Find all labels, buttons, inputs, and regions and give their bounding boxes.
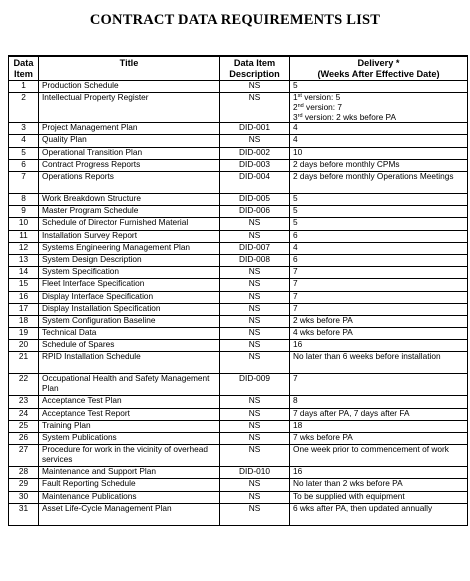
data-item-title: Maintenance and Support Plan — [39, 467, 220, 479]
table-row — [9, 279, 468, 291]
version-number: 3 — [293, 111, 298, 122]
data-item-delivery: 7 — [290, 303, 468, 315]
data-item-description: NS — [220, 279, 290, 291]
data-item-number: 8 — [9, 194, 39, 206]
version-number: 1 — [293, 92, 298, 103]
version-delivery-text: version: 2 wks before PA — [302, 111, 396, 122]
data-item-description: DID-005 — [220, 194, 290, 206]
table-row — [9, 147, 468, 159]
data-item-number: 4 — [9, 135, 39, 147]
table-row — [9, 408, 468, 420]
data-item-title: RPID Installation Schedule — [39, 352, 220, 374]
data-item-delivery: 8 — [290, 396, 468, 408]
data-item-description: NS — [220, 328, 290, 340]
data-item-description: NS — [220, 340, 290, 352]
data-item-description: NS — [220, 135, 290, 147]
table-body — [9, 81, 468, 526]
data-item-delivery: 5 — [290, 194, 468, 206]
table-row — [9, 445, 468, 467]
header-data-item-line1: Data — [13, 58, 34, 68]
data-item-description: DID-007 — [220, 242, 290, 254]
header-delivery-line2: (Weeks After Effective Date) — [317, 68, 440, 79]
data-item-title: Operations Reports — [39, 172, 220, 194]
data-item-description: DID-006 — [220, 206, 290, 218]
table-row — [9, 93, 468, 123]
table-row — [9, 328, 468, 340]
table-row — [9, 291, 468, 303]
data-item-description: NS — [220, 396, 290, 408]
data-item-title: Contract Progress Reports — [39, 159, 220, 171]
document-title: CONTRACT DATA REQUIREMENTS LIST — [89, 12, 381, 28]
header-title — [39, 56, 220, 81]
data-item-delivery: To be supplied with equipment — [290, 491, 468, 503]
data-item-delivery: No later than 6 weeks before installation — [290, 352, 468, 374]
version-ordinal-suffix: st — [297, 93, 302, 100]
data-item-delivery: 7 — [290, 267, 468, 279]
table-row — [9, 81, 468, 93]
data-item-number: 12 — [9, 242, 39, 254]
data-item-number: 14 — [9, 267, 39, 279]
data-item-title: Occupational Health and Safety Management Plan — [39, 374, 220, 396]
data-item-description: NS — [220, 93, 290, 123]
header-description-line2: Description — [229, 68, 280, 79]
data-item-number: 26 — [9, 433, 39, 445]
data-item-description: NS — [220, 81, 290, 93]
data-item-delivery: 6 — [290, 230, 468, 242]
data-item-delivery — [290, 93, 468, 123]
data-item-description: DID-001 — [220, 123, 290, 135]
data-item-title: Asset Life-Cycle Management Plan — [39, 503, 220, 525]
data-item-delivery: 5 — [290, 206, 468, 218]
table-row — [9, 503, 468, 525]
data-item-delivery: 4 — [290, 135, 468, 147]
data-item-delivery: 16 — [290, 467, 468, 479]
data-item-number: 15 — [9, 279, 39, 291]
data-item-title: System Publications — [39, 433, 220, 445]
data-item-delivery: 5 — [290, 218, 468, 230]
data-item-title: Acceptance Test Report — [39, 408, 220, 420]
data-item-number: 29 — [9, 479, 39, 491]
delivery-version-line — [293, 113, 464, 123]
data-item-delivery: 10 — [290, 147, 468, 159]
data-item-number: 31 — [9, 503, 39, 525]
version-delivery-text: version: 7 — [303, 101, 343, 112]
version-ordinal-suffix: rd — [297, 112, 303, 119]
data-item-description: DID-003 — [220, 159, 290, 171]
table-row — [9, 267, 468, 279]
data-item-number: 6 — [9, 159, 39, 171]
data-item-delivery: 7 — [290, 291, 468, 303]
data-item-description: NS — [220, 433, 290, 445]
data-item-description: NS — [220, 408, 290, 420]
data-item-number: 19 — [9, 328, 39, 340]
table-row — [9, 303, 468, 315]
version-delivery-text: version: 5 — [301, 92, 341, 103]
data-item-delivery: No later than 2 wks before PA — [290, 479, 468, 491]
table-header-row — [9, 56, 468, 81]
header-delivery-line1: Delivery * — [357, 58, 400, 68]
data-item-number: 17 — [9, 303, 39, 315]
table-row — [9, 352, 468, 374]
table-row — [9, 374, 468, 396]
data-item-description: NS — [220, 352, 290, 374]
data-item-delivery: 6 — [290, 254, 468, 266]
data-item-title: Maintenance Publications — [39, 491, 220, 503]
data-item-description: NS — [220, 230, 290, 242]
data-item-title: Project Management Plan — [39, 123, 220, 135]
header-data-item — [9, 56, 39, 81]
data-item-title: Operational Transition Plan — [39, 147, 220, 159]
data-item-description: NS — [220, 479, 290, 491]
data-item-description: NS — [220, 218, 290, 230]
header-description-line1: Data Item — [233, 58, 276, 68]
data-item-number: 7 — [9, 172, 39, 194]
table-row — [9, 433, 468, 445]
data-item-title: Technical Data — [39, 328, 220, 340]
data-item-title: System Design Description — [39, 254, 220, 266]
data-item-delivery: 4 — [290, 242, 468, 254]
data-item-delivery: 4 — [290, 123, 468, 135]
data-item-title: Fault Reporting Schedule — [39, 479, 220, 491]
data-item-description: NS — [220, 303, 290, 315]
data-item-number: 1 — [9, 81, 39, 93]
data-item-delivery: 7 days after PA, 7 days after FA — [290, 408, 468, 420]
header-data-item-line2: Item — [14, 68, 33, 79]
data-item-description: NS — [220, 420, 290, 432]
data-item-number: 18 — [9, 315, 39, 327]
data-item-description: DID-002 — [220, 147, 290, 159]
table-row — [9, 254, 468, 266]
data-item-number: 30 — [9, 491, 39, 503]
data-item-number: 23 — [9, 396, 39, 408]
data-item-description: NS — [220, 445, 290, 467]
data-item-delivery: 7 wks before PA — [290, 433, 468, 445]
data-item-title: Schedule of Spares — [39, 340, 220, 352]
data-item-delivery: 7 — [290, 374, 468, 396]
table-row — [9, 206, 468, 218]
data-item-description: NS — [220, 503, 290, 525]
data-item-title: System Configuration Baseline — [39, 315, 220, 327]
data-item-delivery: 18 — [290, 420, 468, 432]
data-item-description: NS — [220, 315, 290, 327]
data-item-title: Display Interface Specification — [39, 291, 220, 303]
table-row — [9, 159, 468, 171]
data-item-title: Work Breakdown Structure — [39, 194, 220, 206]
data-item-delivery: 2 days before monthly CPMs — [290, 159, 468, 171]
data-item-description: NS — [220, 267, 290, 279]
table-row — [9, 491, 468, 503]
table-row — [9, 123, 468, 135]
data-item-description: NS — [220, 491, 290, 503]
data-item-number: 11 — [9, 230, 39, 242]
data-item-delivery: 7 — [290, 279, 468, 291]
data-item-title: System Specification — [39, 267, 220, 279]
data-item-title: Procedure for work in the vicinity of overhead services — [39, 445, 220, 467]
data-item-description: DID-004 — [220, 172, 290, 194]
cdrl-table — [8, 55, 468, 526]
data-item-number: 3 — [9, 123, 39, 135]
data-item-title: Systems Engineering Management Plan — [39, 242, 220, 254]
table-row — [9, 172, 468, 194]
data-item-number: 13 — [9, 254, 39, 266]
data-item-number: 27 — [9, 445, 39, 467]
version-ordinal-suffix: nd — [297, 102, 304, 109]
data-item-title: Training Plan — [39, 420, 220, 432]
data-item-title: Fleet Interface Specification — [39, 279, 220, 291]
data-item-delivery: 6 wks after PA, then updated annually — [290, 503, 468, 525]
data-item-number: 25 — [9, 420, 39, 432]
data-item-number: 9 — [9, 206, 39, 218]
table-row — [9, 242, 468, 254]
table-row — [9, 135, 468, 147]
data-item-number: 22 — [9, 374, 39, 396]
data-item-number: 20 — [9, 340, 39, 352]
data-item-delivery: 16 — [290, 340, 468, 352]
data-item-title: Master Program Schedule — [39, 206, 220, 218]
data-item-delivery: 4 wks before PA — [290, 328, 468, 340]
table-row — [9, 420, 468, 432]
table-row — [9, 230, 468, 242]
data-item-description: DID-009 — [220, 374, 290, 396]
data-item-title: Installation Survey Report — [39, 230, 220, 242]
data-item-number: 5 — [9, 147, 39, 159]
data-item-delivery: 2 days before monthly Operations Meetings — [290, 172, 468, 194]
header-description — [220, 56, 290, 81]
data-item-description: DID-010 — [220, 467, 290, 479]
data-item-title: Acceptance Test Plan — [39, 396, 220, 408]
data-item-delivery: 5 — [290, 81, 468, 93]
header-delivery — [290, 56, 468, 81]
header-title-text: Title — [119, 58, 139, 68]
data-item-number: 10 — [9, 218, 39, 230]
data-item-number: 28 — [9, 467, 39, 479]
table-row — [9, 218, 468, 230]
table-row — [9, 315, 468, 327]
data-item-number: 24 — [9, 408, 39, 420]
data-item-title: Production Schedule — [39, 81, 220, 93]
data-item-title: Quality Plan — [39, 135, 220, 147]
data-item-number: 16 — [9, 291, 39, 303]
data-item-title: Display Installation Specification — [39, 303, 220, 315]
data-item-delivery: 2 wks before PA — [290, 315, 468, 327]
data-item-delivery: One week prior to commencement of work — [290, 445, 468, 467]
data-item-title: Intellectual Property Register — [39, 93, 220, 123]
data-item-number: 21 — [9, 352, 39, 374]
version-number: 2 — [293, 101, 298, 112]
table-row — [9, 340, 468, 352]
data-item-description: DID-008 — [220, 254, 290, 266]
table-row — [9, 396, 468, 408]
data-item-number: 2 — [9, 93, 39, 123]
table-row — [9, 479, 468, 491]
data-item-title: Schedule of Director Furnished Material — [39, 218, 220, 230]
table-row — [9, 467, 468, 479]
table-row — [9, 194, 468, 206]
data-item-description: NS — [220, 291, 290, 303]
